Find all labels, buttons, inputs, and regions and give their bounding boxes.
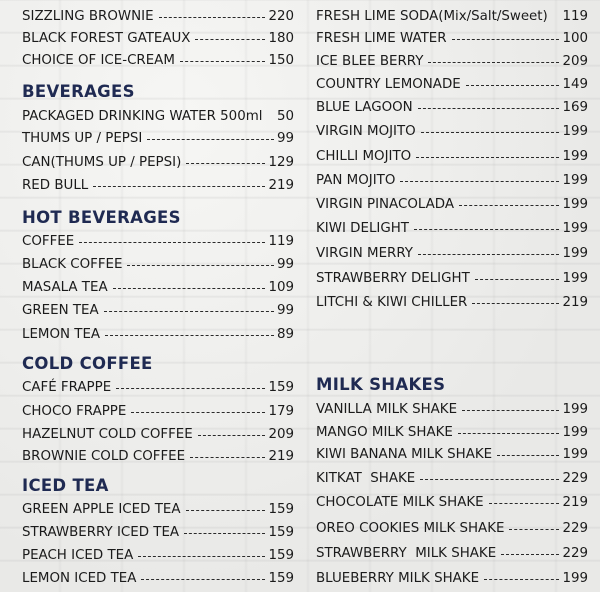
item-name: BLUEBERRY MILK SHAKE xyxy=(316,570,480,586)
item-price: 150 xyxy=(268,52,294,68)
item-name: STRAWBERRY ICED TEA xyxy=(22,524,180,540)
dashed-leader xyxy=(147,139,274,140)
item-price: 219 xyxy=(268,448,294,464)
section-heading-milk-shakes: MILK SHAKES xyxy=(316,375,446,394)
item-name: MANGO MILK SHAKE xyxy=(316,424,453,440)
dashed-leader xyxy=(414,229,559,230)
menu-item xyxy=(316,543,588,563)
item-name: BROWNIE COLD COFFEE xyxy=(22,448,186,464)
item-price: 99 xyxy=(276,302,294,318)
menu-item xyxy=(22,6,294,26)
dashed-leader xyxy=(159,17,266,18)
dashed-leader xyxy=(400,181,559,182)
item-price: 159 xyxy=(268,501,294,517)
item-price: 199 xyxy=(562,123,588,139)
item-name: HAZELNUT COLD COFFEE xyxy=(22,426,193,442)
menu-item xyxy=(316,74,588,94)
menu-item xyxy=(22,568,294,588)
menu-item xyxy=(316,243,588,263)
dashed-leader xyxy=(113,288,266,289)
dashed-leader xyxy=(79,242,265,243)
item-name: SIZZLING BROWNIE xyxy=(22,8,154,24)
menu-item xyxy=(316,28,588,48)
item-name: BLACK FOREST GATEAUX xyxy=(22,30,191,46)
dashed-leader xyxy=(484,579,559,580)
dashed-leader xyxy=(452,39,560,40)
item-price: 199 xyxy=(562,270,588,286)
dashed-leader xyxy=(489,503,560,504)
item-name: VIRGIN PINACOLADA xyxy=(316,196,455,212)
dashed-leader xyxy=(428,62,559,63)
item-name: CAN(THUMS UP / PEPSI) xyxy=(22,154,182,170)
menu-item xyxy=(316,292,588,312)
dashed-leader xyxy=(421,132,560,133)
item-price: 220 xyxy=(268,8,294,24)
menu-item xyxy=(316,51,588,71)
dashed-leader xyxy=(458,433,560,434)
item-price: 149 xyxy=(562,76,588,92)
item-name: OREO COOKIES MILK SHAKE xyxy=(316,520,505,536)
dashed-leader xyxy=(186,510,266,511)
dashed-leader xyxy=(105,335,274,336)
item-price: 119 xyxy=(268,233,294,249)
item-name: CAFÉ FRAPPE xyxy=(22,379,112,395)
item-name: VIRGIN MOJITO xyxy=(316,123,416,139)
dashed-leader xyxy=(184,533,265,534)
dashed-leader xyxy=(267,117,273,118)
item-name: RED BULL xyxy=(22,177,89,193)
menu-item xyxy=(22,28,294,48)
item-name: CHOCOLATE MILK SHAKE xyxy=(316,494,484,510)
item-price: 199 xyxy=(562,196,588,212)
item-name: LEMON TEA xyxy=(22,326,101,342)
dashed-leader xyxy=(186,163,265,164)
item-price: 199 xyxy=(562,401,588,417)
item-price: 199 xyxy=(562,148,588,164)
item-price: 109 xyxy=(268,279,294,295)
item-price: 159 xyxy=(268,379,294,395)
menu-item xyxy=(316,468,588,488)
dashed-leader xyxy=(462,410,559,411)
item-name: GREEN TEA xyxy=(22,302,99,318)
item-name: VIRGIN MERRY xyxy=(316,245,413,261)
item-name: PAN MOJITO xyxy=(316,172,396,188)
menu-item xyxy=(22,277,294,297)
item-price: 50 xyxy=(276,108,294,124)
menu-item xyxy=(22,175,294,195)
item-name: CHILLI MOJITO xyxy=(316,148,412,164)
dashed-leader xyxy=(104,311,274,312)
menu-item xyxy=(316,422,588,442)
dashed-leader xyxy=(418,108,560,109)
menu-item xyxy=(22,545,294,565)
menu-item xyxy=(316,121,588,141)
item-name: COUNTRY LEMONADE xyxy=(316,76,461,92)
menu-item xyxy=(316,399,588,419)
item-price: 89 xyxy=(276,326,294,342)
item-price: 229 xyxy=(562,520,588,536)
menu-item xyxy=(22,522,294,542)
item-name: PACKAGED DRINKING WATER 500ml xyxy=(22,108,263,124)
dashed-leader xyxy=(127,265,273,266)
item-name: VANILLA MILK SHAKE xyxy=(316,401,458,417)
menu-item xyxy=(316,194,588,214)
menu-item xyxy=(316,6,588,26)
item-name: ICE BLEE BERRY xyxy=(316,53,424,69)
item-price: 199 xyxy=(562,220,588,236)
menu-item xyxy=(316,568,588,588)
menu-item xyxy=(316,97,588,117)
menu-item xyxy=(316,492,588,512)
item-price: 219 xyxy=(562,294,588,310)
dashed-leader xyxy=(472,303,559,304)
item-price: 199 xyxy=(562,424,588,440)
menu-item xyxy=(22,424,294,444)
menu-item xyxy=(22,499,294,519)
section-heading-iced-tea: ICED TEA xyxy=(22,476,109,495)
dashed-leader xyxy=(509,529,559,530)
dashed-leader xyxy=(459,205,559,206)
dashed-leader xyxy=(131,412,265,413)
menu-item xyxy=(22,377,294,397)
dashed-leader xyxy=(416,157,559,158)
dashed-leader xyxy=(475,279,560,280)
item-price: 129 xyxy=(268,154,294,170)
item-price: 209 xyxy=(562,53,588,69)
dashed-leader xyxy=(93,186,265,187)
item-name: CHOCO FRAPPE xyxy=(22,403,127,419)
item-price: 179 xyxy=(268,403,294,419)
item-name: GREEN APPLE ICED TEA xyxy=(22,501,181,517)
menu-item xyxy=(22,152,294,172)
item-price: 159 xyxy=(268,570,294,586)
dashed-leader xyxy=(550,17,561,18)
menu-item xyxy=(22,300,294,320)
item-name: STRAWBERRY DELIGHT xyxy=(316,270,470,286)
item-price: 229 xyxy=(562,470,588,486)
dashed-leader xyxy=(501,554,559,555)
menu-item xyxy=(22,446,294,466)
section-heading-cold-coffee: COLD COFFEE xyxy=(22,354,153,373)
menu-item xyxy=(22,128,294,148)
item-price: 159 xyxy=(268,547,294,563)
dashed-leader xyxy=(116,388,265,389)
item-name: BLUE LAGOON xyxy=(316,99,413,115)
item-price: 209 xyxy=(268,426,294,442)
menu-item xyxy=(316,268,588,288)
item-name: THUMS UP / PEPSI xyxy=(22,130,143,146)
item-price: 99 xyxy=(276,130,294,146)
menu-item xyxy=(22,50,294,70)
dashed-leader xyxy=(141,579,265,580)
item-name: FRESH LIME WATER xyxy=(316,30,447,46)
dashed-leader xyxy=(418,254,559,255)
menu-item xyxy=(22,231,294,251)
item-price: 119 xyxy=(562,8,588,24)
item-price: 219 xyxy=(268,177,294,193)
item-price: 199 xyxy=(562,446,588,462)
item-name: LEMON ICED TEA xyxy=(22,570,137,586)
item-name: KIWI BANANA MILK SHAKE xyxy=(316,446,493,462)
item-price: 180 xyxy=(268,30,294,46)
section-heading-hot-beverages: HOT BEVERAGES xyxy=(22,208,181,227)
item-price: 169 xyxy=(562,99,588,115)
dashed-leader xyxy=(497,455,559,456)
section-heading-beverages: BEVERAGES xyxy=(22,82,135,101)
item-name: PEACH ICED TEA xyxy=(22,547,134,563)
menu-item xyxy=(316,518,588,538)
item-price: 199 xyxy=(562,245,588,261)
menu-item xyxy=(22,401,294,421)
dashed-leader xyxy=(190,457,265,458)
menu-item xyxy=(22,106,294,126)
item-price: 229 xyxy=(562,545,588,561)
item-price: 159 xyxy=(268,524,294,540)
item-price: 219 xyxy=(562,494,588,510)
menu-item xyxy=(316,444,588,464)
item-price: 199 xyxy=(562,570,588,586)
item-price: 99 xyxy=(276,256,294,272)
dashed-leader xyxy=(198,435,266,436)
dashed-leader xyxy=(420,479,559,480)
menu-item xyxy=(22,254,294,274)
item-name: KITKAT SHAKE xyxy=(316,470,416,486)
item-name: KIWI DELIGHT xyxy=(316,220,409,236)
item-name: BLACK COFFEE xyxy=(22,256,123,272)
item-name: MASALA TEA xyxy=(22,279,108,295)
item-name: LITCHI & KIWI CHILLER xyxy=(316,294,468,310)
dashed-leader xyxy=(180,61,266,62)
menu-item xyxy=(22,324,294,344)
item-name: CHOICE OF ICE-CREAM xyxy=(22,52,175,68)
item-name: STRAWBERRY MILK SHAKE xyxy=(316,545,497,561)
item-name: FRESH LIME SODA(Mix/Salt/Sweet) xyxy=(316,8,548,24)
item-price: 199 xyxy=(562,172,588,188)
dashed-leader xyxy=(466,85,560,86)
item-price: 100 xyxy=(562,30,588,46)
menu-item xyxy=(316,146,588,166)
menu-item xyxy=(316,218,588,238)
item-name: COFFEE xyxy=(22,233,75,249)
menu-item xyxy=(316,170,588,190)
dashed-leader xyxy=(138,556,265,557)
dashed-leader xyxy=(195,39,265,40)
